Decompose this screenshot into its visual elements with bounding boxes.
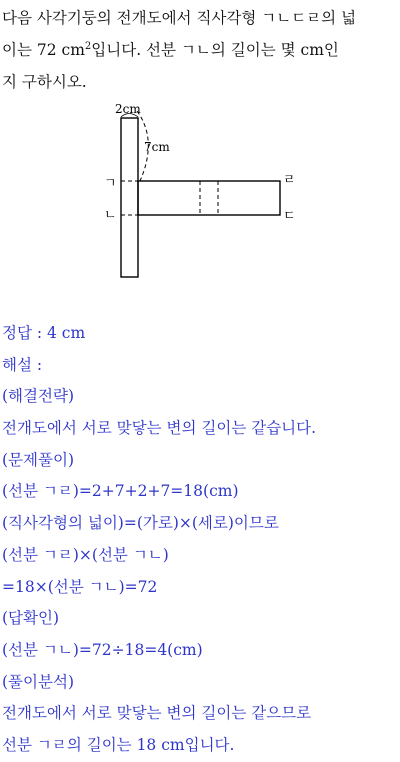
answer-line: (문제풀이) [2,450,74,469]
answer-line: =18×(선분 ㄱㄴ)=72 [2,577,158,596]
label-7cm: 7cm [144,140,170,154]
answer-line: 전개도에서 서로 맞닿는 변의 길이는 같으므로 [2,704,312,723]
answer-line: (선분 ㄱㄹ)=2+7+2+7=18(cm) [2,482,239,501]
answer-line: (풀이분석) [2,672,74,691]
answer-line: 선분 ㄱㄹ의 길이는 18 cm입니다. [2,735,235,754]
answer-line: 해설 : [2,355,43,374]
vertex-d: ㄷ [283,209,296,224]
area-exponent: 2 [84,40,92,52]
question-line-3: 지 구하시오. [2,73,87,91]
question-line-2a: 이는 72 cm [2,41,85,59]
net-diagram [100,100,310,285]
answer-section [2,318,398,762]
answer-line: (해결전략) [2,387,74,406]
question-line-2 [2,34,396,66]
vertical-strip [121,118,138,277]
answer-line: (선분 ㄱㄹ)×(선분 ㄱㄴ) [2,545,169,564]
horizontal-strip [138,181,280,215]
question-text [2,2,396,98]
label-2cm: 2cm [115,102,141,116]
answer-line: 정답 : 4 cm [2,324,86,342]
answer-line: (답확인) [2,609,60,628]
answer-line: (선분 ㄱㄴ)=72÷18=4(cm) [2,640,203,659]
answer-line: 전개도에서 서로 맞닿는 변의 길이는 같습니다. [2,419,317,438]
vertex-n: ㄴ [104,208,117,223]
vertex-r: ㄹ [283,173,296,188]
vertex-g: ㄱ [104,176,117,191]
question-line-1: 다음 사각기둥의 전개도에서 직사각형 ㄱㄴㄷㄹ의 넓 [2,9,357,27]
answer-line: (직사각형의 넓이)=(가로)×(세로)이므로 [2,514,279,533]
question-line-2b: 입니다. 선분 ㄱㄴ의 길이는 몇 cm인 [91,41,339,59]
